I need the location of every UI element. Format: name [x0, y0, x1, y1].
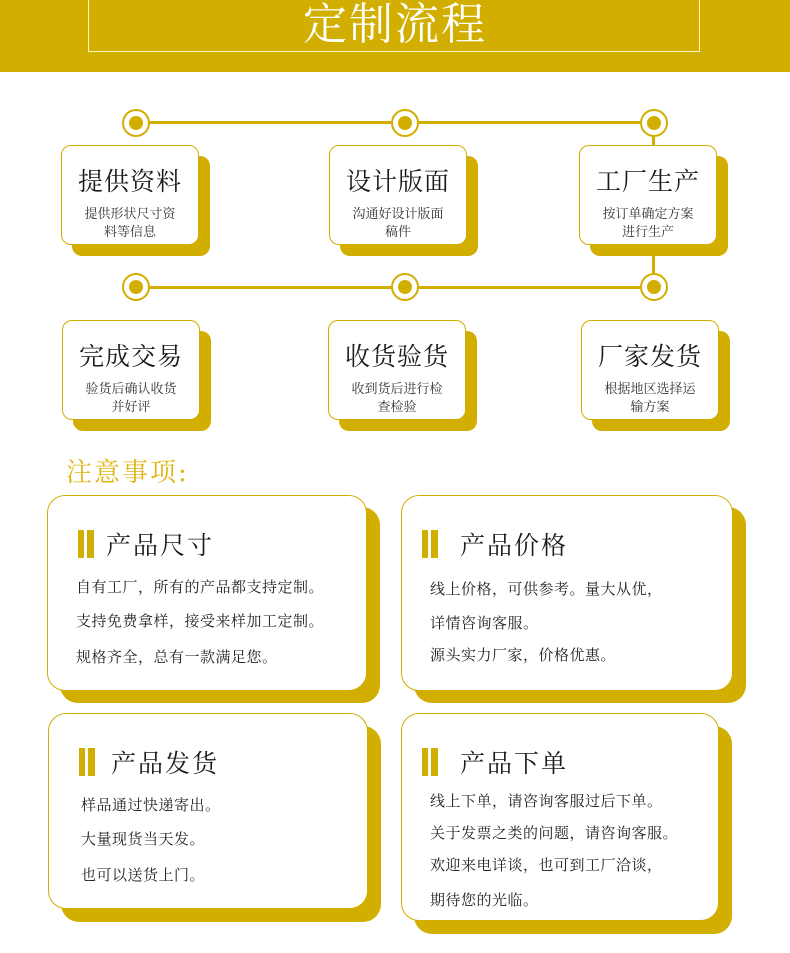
step-provide-materials [61, 145, 199, 245]
step-factory-production [579, 145, 717, 245]
step-title: 设计版面 [345, 167, 450, 196]
card-product-shipping [48, 713, 368, 909]
step-title: 提供资料 [77, 167, 182, 196]
page-title: 定制流程 [303, 0, 487, 50]
card-line: 源头实力厂家，价格优惠。 [430, 646, 617, 664]
card-line: 也可以送货上门。 [81, 866, 206, 884]
card-title: 产品下单 [460, 749, 569, 778]
process-dot [640, 109, 668, 137]
card-marker-icon [78, 530, 94, 558]
step-desc: 提供形状尺寸资料等信息 [84, 207, 176, 240]
card-marker-icon [422, 530, 438, 558]
card-product-size [47, 495, 367, 691]
step-desc: 按订单确定方案进行生产 [602, 207, 694, 240]
process-dot [391, 273, 419, 301]
card-line: 关于发票之类的问题，请咨询客服。 [430, 824, 679, 842]
card-line: 详情咨询客服。 [430, 614, 539, 632]
card-line: 自有工厂，所有的产品都支持定制。 [76, 578, 325, 596]
card-line: 样品通过快递寄出。 [81, 796, 221, 814]
step-desc: 沟通好设计版面稿件 [352, 207, 444, 240]
step-desc: 收到货后进行检查检验 [351, 382, 443, 415]
card-line: 欢迎来电详谈，也可到工厂洽谈， [430, 856, 663, 874]
step-complete-transaction [62, 320, 200, 420]
process-dot [122, 273, 150, 301]
card-product-order [401, 713, 719, 921]
card-product-price [401, 495, 733, 691]
card-marker-icon [422, 748, 438, 776]
notice-heading: 注意事项: [66, 458, 189, 488]
step-factory-shipping [581, 320, 719, 420]
card-title: 产品价格 [460, 531, 569, 560]
step-desc: 根据地区选择运输方案 [604, 382, 696, 415]
process-dot [122, 109, 150, 137]
card-line: 大量现货当天发。 [81, 830, 206, 848]
step-title: 工厂生产 [595, 167, 700, 196]
card-line: 线上价格，可供参考。量大从优， [430, 580, 663, 598]
card-line: 支持免费拿样，接受来样加工定制。 [76, 612, 325, 630]
card-line: 线上下单，请咨询客服过后下单。 [430, 792, 663, 810]
step-title: 收货验货 [344, 342, 449, 371]
card-line: 规格齐全，总有一款满足您。 [76, 648, 278, 666]
process-dot [640, 273, 668, 301]
card-title: 产品尺寸 [106, 531, 215, 560]
card-title: 产品发货 [111, 749, 220, 778]
step-desc: 验货后确认收货并好评 [85, 382, 177, 415]
step-receive-inspect [328, 320, 466, 420]
step-title: 厂家发货 [597, 342, 702, 371]
step-title: 完成交易 [78, 342, 183, 371]
process-dot [391, 109, 419, 137]
step-design-layout [329, 145, 467, 245]
card-line: 期待您的光临。 [430, 891, 539, 909]
card-marker-icon [79, 748, 95, 776]
header-banner [0, 0, 790, 72]
